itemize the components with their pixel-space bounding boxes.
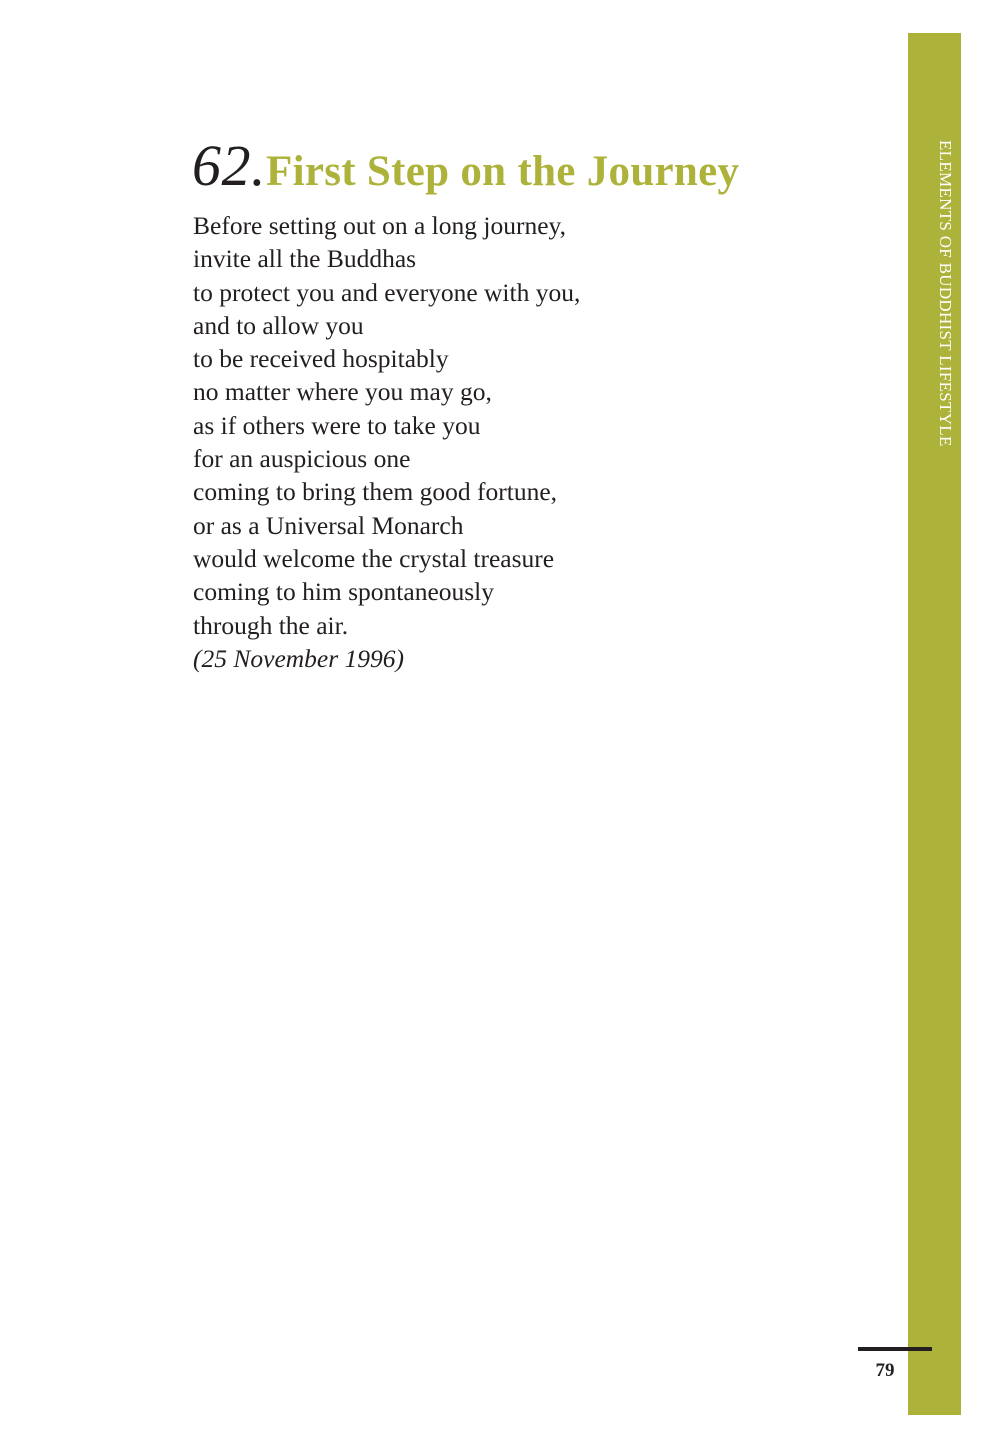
poem-line: for an auspicious one bbox=[193, 444, 411, 474]
section-label: ELEMENTS OF BUDDHIST LIFESTYLE bbox=[936, 140, 955, 447]
poem-line: to protect you and everyone with you, bbox=[193, 277, 581, 307]
poem-line: as if others were to take you bbox=[193, 410, 481, 440]
poem-line: no matter where you may go, bbox=[193, 377, 492, 407]
page-number-rule bbox=[858, 1347, 932, 1351]
page-number: 79 bbox=[875, 1360, 895, 1381]
poem-line: coming to him spontaneously bbox=[193, 577, 495, 607]
poem-date: (25 November 1996) bbox=[193, 644, 405, 673]
poem-line: through the air. bbox=[193, 610, 349, 640]
poem-line: or as a Universal Monarch bbox=[193, 510, 464, 540]
poem-line: coming to bring them good fortune, bbox=[193, 477, 558, 507]
poem-line: to be received hospitably bbox=[193, 344, 449, 374]
poem-line: Before setting out on a long journey, bbox=[193, 211, 566, 240]
poem-heading bbox=[192, 132, 739, 199]
poem-title: First Step on the Journey bbox=[266, 148, 740, 195]
poem-line: invite all the Buddhas bbox=[193, 244, 417, 274]
poem-line: and to allow you bbox=[193, 310, 364, 340]
poem-body bbox=[193, 209, 580, 642]
poem-number: 62. bbox=[192, 133, 266, 198]
poem-line: would welcome the crystal treasure bbox=[193, 543, 555, 573]
